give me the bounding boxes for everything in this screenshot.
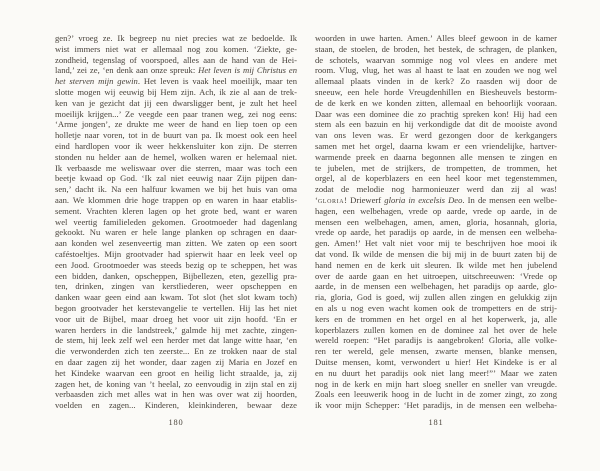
text-line: beetje kwaad op God. ‘Ik zal niet eeuwig naar Zijn pijpen dan- [55, 173, 297, 184]
page-right [315, 0, 557, 471]
page-right-number: 181 [428, 418, 444, 427]
text-line: aan konden wel zesenveertig man zitten. We zaten op een soort [55, 238, 297, 249]
text-line: en nu duurt het paradijs ook niet lang meer!”’ Maar we zaten [315, 367, 557, 378]
text-line: warmende preek en daarna begonnen alle mensen te zingen en [315, 151, 557, 162]
text-line: mensen een welbehagen, amen, amen, gloria, hosannah, gloria, [315, 216, 557, 227]
text-line: nog in de kerk en mijn hart sloeg sneller en sneller van vreugde. [315, 378, 557, 389]
text-line: hagen, een welbehagen, vrede op aarde, vrede op aarde, in de [315, 205, 557, 216]
text-line: eind hardlopen voor ik weer hekkensluiter kon zijn. De sterren [55, 140, 297, 151]
text-line: en daar zagen zij het wonder, daar zagen zij Maria en Jozef en [55, 356, 297, 367]
text-line: koperblazers zullen komen en de dominee zal het over de hele [315, 324, 557, 335]
text-line: die verwonderden zich ten zeerste... En ze trokken naar de stal [55, 346, 297, 357]
text-line: gen. Amen!’ Het valt niet voor mij te beschrijven hoe mooi ik [315, 238, 557, 249]
text-line: sen,’ dacht ik. Na een halfuur kwamen we bij het huis van oma [55, 184, 297, 195]
page-left-number: 180 [168, 418, 184, 427]
text-line: het Kindeke waarvan een groot en heilig licht straalde, ja, zij [55, 367, 297, 378]
text-line: Duitse mensen, komt, verwondert u hier! Het Kindeke is er al [315, 356, 557, 367]
text-line: ik voor mijn Schepper: ‘Het paradijs, in de mensen een welbeha- [315, 400, 557, 411]
text-line: land,’ zei ze, ‘en denk aan onze spreuk: Het leven is mij Christus en [55, 65, 297, 76]
text-line: de schotels, waarvan sommige nog vol vlees en andere met [315, 54, 557, 65]
text-line: stonden nu helder aan de hemel, wolken waren er helemaal niet. [55, 151, 297, 162]
text-line: aarde, in de mensen een welbehagen, het paradijs op aarde, glo- [315, 281, 557, 292]
text-line: een bidden, danken, opscheppen, Bijbellezen, eten, gezellig pra- [55, 270, 297, 281]
text-line: samen met het orgel, daarna kwam er een vriendelijke, hartver- [315, 140, 557, 151]
text-line: Daar was een dominee die zo prachtig spreken kon! Hij had een [315, 108, 557, 119]
text-line: ten, drinken, zingen van kerstliederen, weer opscheppen en [55, 281, 297, 292]
text-line: ‘Arme jongen’, ze drukte me weer de hand en liep toen op een [55, 119, 297, 130]
text-line: caféstoeltjes. Mijn grootvader had spierwit haar en leek veel op [55, 248, 297, 259]
text-line: gen?’ vroeg ze. Ik begreep nu niet precies wat ze bedoelde. Ik [55, 33, 297, 43]
text-line: hand nemen en de kerk uit sleuren. Ik wilde met hen jubelend [315, 259, 557, 270]
text-line: zagen het, de koning van ’t heelal, zo eenvoudig in zijn stal en zij [55, 378, 297, 389]
text-line: danken waar geen eind aan kwam. Tot slot (het slot kwam toch) [55, 292, 297, 303]
text-line: en als u nog even wacht komen ook de trompetters en de strij- [315, 302, 557, 313]
text-line: ‘gloria! Driewerf gloria in excelsis Deo. In de mensen een welbe- [315, 194, 557, 205]
text-line: allemaal plaats vinden in de kerk? Zo raasden wij door de [315, 76, 557, 87]
text-line: woorden in uwe harten. Amen.’ Alles bleef gewoon in de kamer [315, 33, 557, 43]
text-line: stem als een bazuin en hij verkondigde dat dit de mooiste avond [315, 119, 557, 130]
text-line: voor uit de Bijbel, maar droeg het voor uit zijn hoofd. ‘En er [55, 313, 297, 324]
text-line: Ik verbaasde me weliswaar over die sterren, maar was toch een [55, 162, 297, 173]
text-line: slotte mogen wij eeuwig bij Hem zijn. Ach, ik zie al aan de trek- [55, 86, 297, 97]
text-line: een Jood. Grootmoeder was steeds bezig op te scheppen, het was [55, 259, 297, 270]
text-line: van ons leven was. Er werd gezongen door de kerkgangers [315, 130, 557, 141]
page-left-text [55, 33, 297, 411]
text-line: de stem, hij leek zelf wel een herder met dat lange witte haar, ‘en [55, 335, 297, 346]
text-line: de de kerk en we konden zitten, allemaal en behoorlijk vooraan. [315, 97, 557, 108]
text-line: begon grootvader het kerstevangelie te vertellen. Hij las het niet [55, 302, 297, 313]
text-line: vrede op aarde, het paradijs op aarde, in de mensen een welbeha- [315, 227, 557, 238]
text-line: over de aarde gaan en het uitroepen, uitschreeuwen: ‘Vrede op [315, 270, 557, 281]
text-line: gekookt. Nu waren er hele lange planken op schragen en daar- [55, 227, 297, 238]
text-line: ren ter wereld, gele mensen, zwarte mensen, blanke mensen, [315, 346, 557, 357]
text-line: zondheid, tegenslag of voorspoed, alles aan de hand van de Hei- [55, 54, 297, 65]
text-line: holletje naar voren, tot in de buurt van pa. Ik moest ook een heel [55, 130, 297, 141]
text-line: kers en de trommen en het orgel en al het koperwerk, ja, alle [315, 313, 557, 324]
text-line: wereld roepen: “Het paradijs is aangebroken! Gloria, alle volke- [315, 335, 557, 346]
text-line: ken van je gezicht dat jij een dwarsligger bent, je zult het heel [55, 97, 297, 108]
text-line: sneeuw, een hele horde Vreugdenhillen en Biesheuvels bestorm- [315, 86, 557, 97]
text-line: het sterven mijn gewin. Het leven is vaak heel moeilijk, maar ten [55, 76, 297, 87]
text-line: staan, de stoelen, de broden, het bestek, de schragen, de planken, [315, 43, 557, 54]
text-line: aan. We klommen drie hoge trappen op en waren in haar etablis- [55, 194, 297, 205]
text-line: moeilijk krijgen...’ Ze veegde een paar tranen weg, zei nog eens: [55, 108, 297, 119]
text-line: sement. Vrachten kleren lagen op het grote bed, want er waren [55, 205, 297, 216]
page-right-text [315, 33, 557, 411]
text-line: waren herders in die landstreek,’ galmde hij met zachte, zingen- [55, 324, 297, 335]
text-line: te jubelen, met de strijkers, de trompetten, de trommen, het [315, 162, 557, 173]
text-line: voelden en zagen... Kinderen, kleinkinderen, bewaar deze [55, 400, 297, 411]
text-line: Zoals een leeuwerik hoog in de lucht in de zomer zingt, zo zong [315, 389, 557, 400]
text-line: wist immers niet wat er allemaal nog zou komen. ‘Ziekte, ge- [55, 43, 297, 54]
text-line: wel veertig familieleden gekomen. Grootmoeder had dagenlang [55, 216, 297, 227]
text-line: dat vond. Ik wilde de mensen die bij mij in de buurt zaten bij de [315, 248, 557, 259]
text-line: orgel, al de koperblazers en een heel koor met tegenstemmen, [315, 173, 557, 184]
text-line: verbaasden zich met alles wat in hen was over wat zij hoorden, [55, 389, 297, 400]
page-left [55, 0, 297, 471]
text-line: ria, gloria, God is goed, wij zullen allen zingen en gelukkig zijn [315, 292, 557, 303]
text-line: zodat de melodie nog harmonieuzer werd dan zij al was! [315, 184, 557, 195]
text-line: room. Vlug, vlug, het was al haast te laat en zouden we nog wel [315, 65, 557, 76]
